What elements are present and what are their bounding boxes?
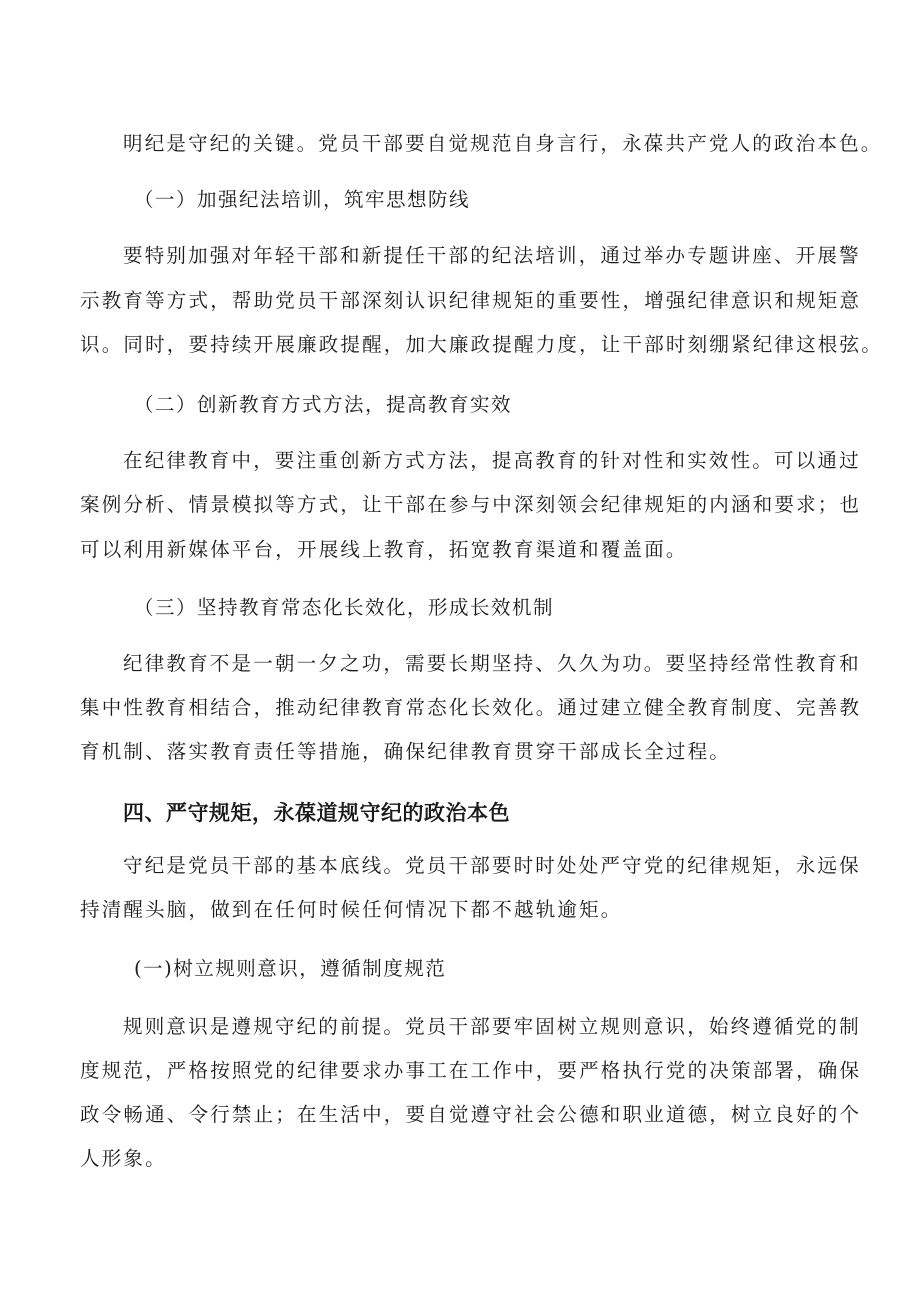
subsection-title: （一）加强纪法培训，筑牢思想防线 (134, 188, 471, 211)
paragraph-line: 育机制、落实教育责任等措施，确保纪律教育贯穿干部成长全过程。 (80, 740, 732, 763)
paragraph-line: 示教育等方式，帮助党员干部深刻认识纪律规矩的重要性，增强纪律意识和规矩意 (80, 289, 862, 312)
paragraph-line: 案例分析、情景模拟等方式，让干部在参与中深刻领会纪律规矩的内涵和要求；也 (80, 493, 862, 516)
paragraph-line: 政令畅通、令行禁止；在生活中，要自觉遵守社会公德和职业道德，树立良好的个 (80, 1103, 862, 1126)
paragraph-line: 明纪是守纪的关键。党员干部要自觉规范自身言行，永葆共产党人的政治本色。 (123, 132, 883, 155)
paragraph-line: 识。同时，要持续开展廉政提醒，加大廉政提醒力度，让干部时刻绷紧纪律这根弦。 (80, 333, 883, 356)
subsection-title: （二）创新教育方式方法，提高教育实效 (134, 393, 513, 416)
paragraph-line: 可以利用新媒体平台，开展线上教育，拓宽教育渠道和覆盖面。 (80, 538, 688, 561)
paragraph-line: 度规范，严格按照党的纪律要求办事工在工作中，要严格执行党的决策部署，确保 (80, 1059, 862, 1082)
paragraph-line: 规则意识是遵规守纪的前提。党员干部要牢固树立规则意识，始终遵循党的制 (123, 1015, 861, 1038)
subsection-title: (一)树立规则意识，遵循制度规范 (134, 957, 447, 980)
paragraph-line: 要特别加强对年轻干部和新提任干部的纪法培训，通过举办专题讲座、开展警 (123, 244, 861, 267)
paragraph-line: 持清醒头脑，做到在任何时候任何情况下都不越轨逾矩。 (80, 898, 623, 921)
paragraph-line: 守纪是党员干部的基本底线。党员干部要时时处处严守党的纪律规矩，永远保 (123, 854, 861, 877)
paragraph-line: 人形象。 (80, 1147, 167, 1170)
paragraph-line: 纪律教育不是一朝一夕之功，需要长期坚持、久久为功。要坚持经常性教育和 (123, 652, 861, 675)
paragraph-line: 集中性教育相结合，推动纪律教育常态化长效化。通过建立健全教育制度、完善教 (80, 696, 862, 719)
subsection-title: （三）坚持教育常态化长效化，形成长效机制 (134, 596, 555, 619)
paragraph-line: 在纪律教育中，要注重创新方式方法，提高教育的针对性和实效性。可以通过 (123, 449, 861, 472)
section-heading: 四、严守规矩，永葆道规守纪的政治本色 (123, 801, 510, 825)
